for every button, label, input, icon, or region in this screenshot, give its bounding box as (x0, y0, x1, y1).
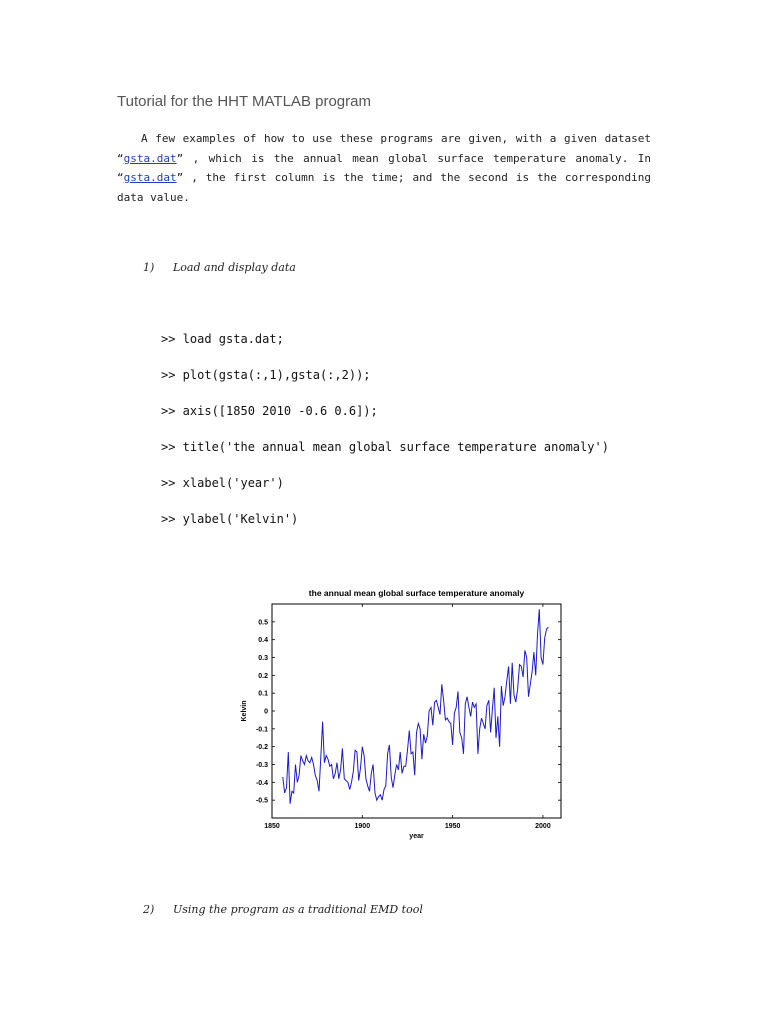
step-1-number: 1) (143, 261, 155, 274)
gsta-link-2[interactable]: gsta.dat (123, 171, 177, 184)
y-tick-label: 0.1 (258, 690, 268, 698)
y-tick-label: 0.4 (258, 637, 268, 645)
x-tick-label: 2000 (535, 823, 551, 830)
code-line-4: >> title('the annual mean global surface temperature anomaly') (161, 440, 609, 454)
code-line-6: >> ylabel('Kelvin') (161, 512, 299, 526)
step-2-heading (143, 903, 423, 916)
x-axis-label: year (409, 833, 424, 840)
step-2-number: 2) (143, 903, 155, 916)
temperature-chart (236, 582, 588, 844)
y-tick-label: -0.1 (255, 726, 268, 734)
code-line-5: >> xlabel('year') (161, 476, 284, 490)
step-1-heading (143, 261, 296, 274)
intro-text-3: ” , the first column is the time; and the second is the corresponding data value. (117, 171, 651, 204)
gsta-link-1[interactable]: gsta.dat (123, 151, 177, 165)
y-tick-label: 0.3 (258, 655, 268, 662)
temperature-chart-figure (236, 582, 588, 844)
x-tick-label: 1900 (354, 823, 371, 830)
y-tick-label: -0.5 (255, 797, 268, 805)
y-axis-label: Kelvin (241, 700, 248, 722)
step-2-text: Using the program as a traditional EMD tool (173, 903, 423, 916)
code-line-1: >> load gsta.dat; (161, 332, 284, 346)
chart-title: the annual mean global surface temperature anomaly (308, 588, 525, 598)
y-tick-label: 0.2 (258, 672, 268, 680)
plot-frame (272, 604, 561, 818)
y-tick-label: 0 (264, 708, 268, 716)
code-line-3: >> axis([1850 2010 -0.6 0.6]); (161, 404, 378, 418)
step-1-text: Load and display data (173, 261, 296, 274)
y-tick-label: 0.5 (258, 619, 268, 627)
intro-text-2: ” , which is the annual mean global surface temperature anomaly. In “ (117, 151, 651, 184)
document-title: Tutorial for the HHT MATLAB program (117, 93, 371, 110)
x-tick-label: 1950 (444, 823, 461, 830)
x-tick-label: 1850 (264, 823, 280, 830)
code-line-2: >> plot(gsta(:,1),gsta(:,2)); (161, 368, 371, 382)
intro-paragraph (117, 129, 651, 207)
intro-text-1: A few examples of how to use these programs are given, with a given dataset “ (117, 132, 651, 165)
y-tick-label: -0.4 (255, 779, 268, 787)
y-tick-label: -0.3 (255, 762, 268, 769)
y-tick-label: -0.2 (255, 744, 268, 752)
